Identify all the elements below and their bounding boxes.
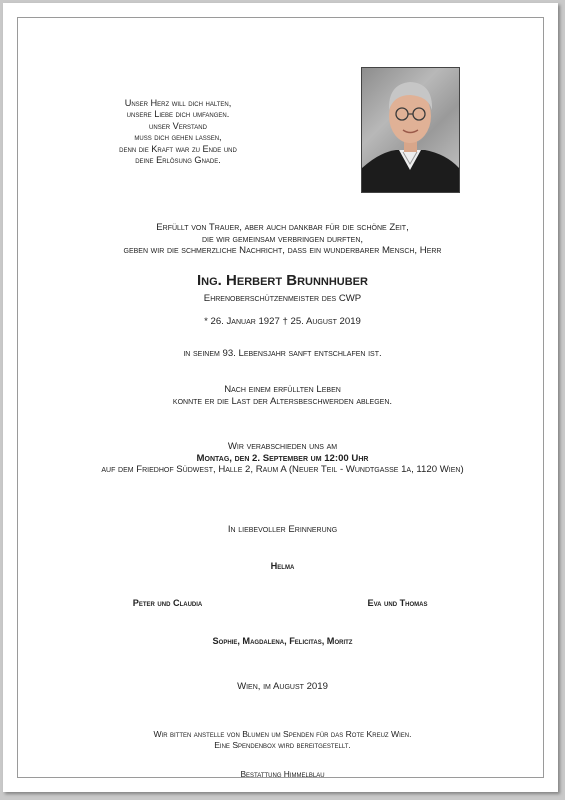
donation-line: Wir bitten anstelle von Blumen um Spenden für das Rote Kreuz Wien. (153, 729, 412, 739)
family-first: Helma (270, 561, 295, 571)
intro-line: die wir gemeinsam verbringen durften, (201, 233, 364, 245)
deceased-role: Ehrenoberschützenmeister des CWP (203, 293, 362, 304)
life-dates: * 26. Januar 1927 † 25. August 2019 (204, 316, 361, 327)
donation-line: Eine Spendenbox wird bereitgestellt. (214, 739, 351, 750)
poem (78, 98, 278, 166)
life-text (70, 384, 495, 407)
poem-line: muss dich gehen lassen, (134, 132, 222, 143)
poem-line: Unser Herz will dich halten, (124, 98, 232, 108)
family-third: Sophie, Magdalena, Felicitas, Moritz (212, 636, 353, 646)
intro-line: Erfüllt von Trauer, aber auch dankbar für die schöne Zeit, (156, 222, 409, 233)
poem-line: deine Erlösung Gnade. (135, 155, 221, 166)
age-line: in seinem 93. Lebensjahr sanft entschlafen ist. (183, 348, 382, 359)
farewell-location: auf dem Friedhof Südwest, Halle 2, Raum A (Neuer Teil - Wundtgasse 1a, 1120 Wien) (101, 464, 464, 475)
farewell-block (40, 441, 525, 476)
life-line: konnte er die Last der Altersbeschwerden ablegen. (172, 395, 393, 407)
portrait-illustration (362, 68, 459, 192)
donation-text (70, 729, 495, 750)
poem-line: unsere Liebe dich umfangen. (126, 109, 230, 120)
portrait-photo (361, 67, 460, 193)
farewell-intro: Wir verabschieden uns am (227, 441, 338, 452)
life-line: Nach einem erfüllten Leben (224, 384, 341, 395)
funeral-home: Bestattung Himmelblau (240, 769, 325, 779)
intro-line: geben wir die schmerzliche Nachricht, dass ein wunderbarer Mensch, Herr (123, 245, 442, 256)
family-second-left: Peter und Claudia (132, 598, 203, 608)
family-second-right: Eva und Thomas (367, 598, 428, 608)
place-date: Wien, im August 2019 (237, 681, 328, 692)
memory-line: In liebevoller Erinnerung (227, 524, 338, 535)
intro-text (70, 222, 495, 257)
poem-line: denn die Kraft war zu Ende und (119, 143, 237, 154)
farewell-datetime: Montag, den 2. September um 12:00 Uhr (196, 452, 369, 464)
poem-line: unser Verstand (149, 120, 207, 131)
deceased-name: Ing. Herbert Brunnhuber (197, 272, 368, 289)
